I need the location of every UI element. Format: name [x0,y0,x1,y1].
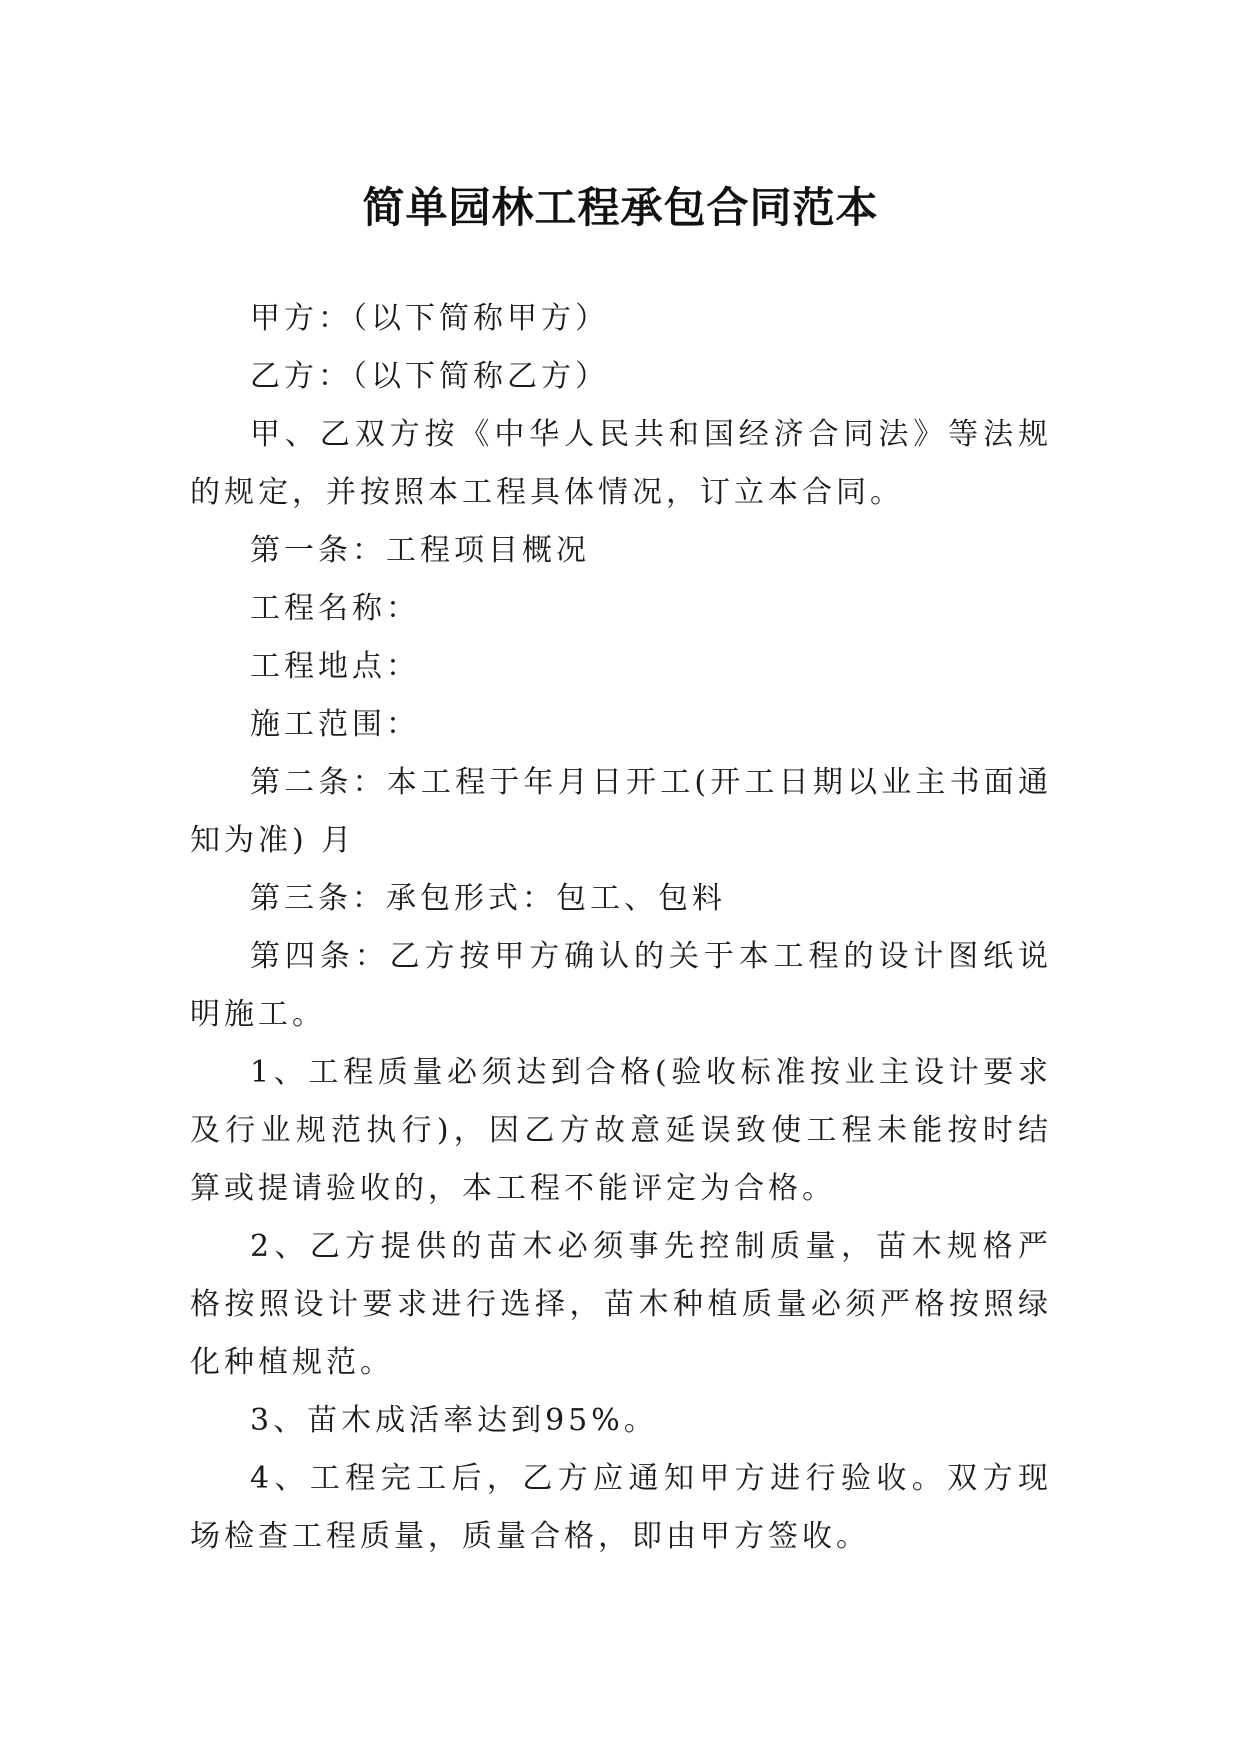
article-1-heading: 第一条：工程项目概况 [250,533,590,568]
clause-3-paragraph: 3、苗木成活率达到95%。 [250,1403,658,1438]
party-a-line: 甲方：（以下简称甲方） [250,301,609,336]
clause-1-paragraph: 1、工程质量必须达到合格(验收标准按业主设计要求及行业规范执行)，因乙方故意延误致使工程未能按时结算或提请验收的，本工程不能评定为合格。 [190,1055,1052,1206]
document-body [190,290,1052,1566]
article-3-paragraph: 第三条：承包形式：包工、包料 [250,881,726,916]
party-b-line: 乙方：（以下简称乙方） [250,359,609,394]
clause-2-paragraph: 2、乙方提供的苗木必须事先控制质量，苗木规格严格按照设计要求进行选择，苗木种植质量必须严格按照绿化种植规范。 [190,1229,1052,1380]
article-4-paragraph: 第四条：乙方按甲方确认的关于本工程的设计图纸说明施工。 [190,939,1052,1032]
document-title: 简单园林工程承包合同范本 [362,183,879,233]
construction-scope-line: 施工范围： [250,707,420,742]
clause-4-paragraph: 4、工程完工后，乙方应通知甲方进行验收。双方现场检查工程质量，质量合格，即由甲方签收。 [190,1461,1052,1554]
preamble-paragraph: 甲、乙双方按《中华人民共和国经济合同法》等法规的规定，并按照本工程具体情况，订立本合同。 [190,417,1052,510]
project-location-line: 工程地点： [250,649,420,684]
project-name-line: 工程名称： [250,591,420,626]
article-2-paragraph: 第二条：本工程于年月日开工(开工日期以业主书面通知为准) 月 [190,765,1052,858]
